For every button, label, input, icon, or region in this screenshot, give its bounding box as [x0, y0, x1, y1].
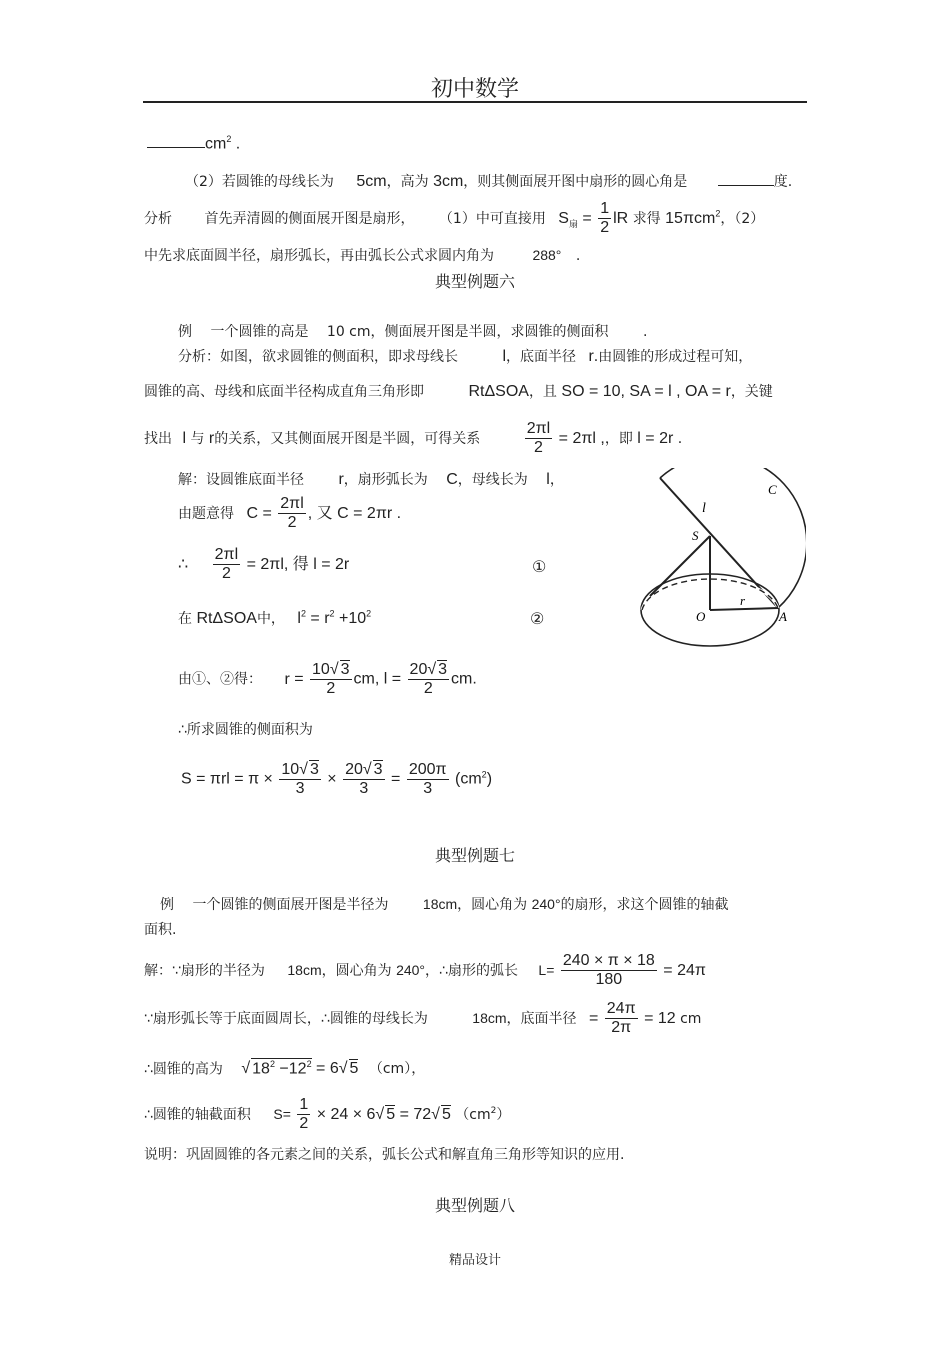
- analysis-mid: ，底面半径: [506, 349, 577, 365]
- label-r: r: [740, 593, 746, 608]
- arc-result: = 24π: [663, 961, 706, 979]
- label-l: l: [702, 501, 706, 516]
- solve-text: ∵扇形弧长等于底面圆周长，∴圆锥的母线长为: [144, 1010, 428, 1027]
- q2-v1: 5cm: [356, 173, 387, 190]
- label-s: S: [692, 528, 699, 543]
- equation-marker-1: ①: [532, 559, 547, 576]
- intro-line-4: [144, 245, 580, 265]
- eq-sign: =: [391, 670, 402, 688]
- var-c: C: [446, 471, 458, 488]
- sector-area-formula: $S_扇$ = $\frac{1}{2}$ lR: [558, 200, 629, 237]
- radius-value: 18cm: [422, 896, 458, 912]
- radius-result: = 12: [644, 1009, 676, 1027]
- example-tail: ，侧面展开图是半圆，求圆锥的侧面积: [370, 324, 609, 340]
- cone-left-side: [650, 536, 710, 596]
- q2-tail: ，则其侧面展开图中扇形的圆心角是: [463, 174, 688, 190]
- var-r: r: [588, 348, 594, 365]
- q2-mid: ，高为: [386, 174, 429, 190]
- analysis-line-3: [144, 420, 682, 458]
- analysis-ask: 求得: [632, 211, 661, 228]
- analysis-result: 15πcm$^2$: [665, 208, 721, 228]
- example-text: 一个圆锥的侧面展开图是半径为: [192, 897, 389, 913]
- solve-line-2: [178, 495, 401, 533]
- solve-line-6: ∴所求圆锥的侧面积为: [178, 722, 313, 738]
- label-o: O: [696, 609, 706, 624]
- solve-mid: , 得: [283, 556, 309, 574]
- example-7-problem-2: 面积.: [144, 922, 177, 938]
- solve-mid-2: ，母线长为: [457, 472, 528, 488]
- analysis-label: 分析: [144, 211, 172, 228]
- analysis-text: 圆锥的高、母线和底面半径构成直角三角形即: [144, 384, 424, 400]
- solve-line-7: S = πrl = π × $\frac{10√ 3}{3}$ × $\frac{20√ 3}{3}$ = $\frac{200\pi}{3}$ $(cm^2)$: [181, 760, 493, 798]
- unit-1: cm, l: [353, 670, 388, 688]
- period: .: [677, 431, 683, 448]
- example-label: 例: [178, 324, 192, 340]
- var-r: r: [284, 670, 290, 688]
- angle-value: 288°: [532, 247, 562, 263]
- solve-line-5: 由①、②得： r = $\frac{10√ 3}{2}$ cm, l = $\frac{20√ 3}{2}$ cm.: [178, 661, 477, 698]
- eq-text: = π ×: [234, 770, 273, 788]
- analysis-tail: 的关系，又其侧面展开图是半圆，可得关系: [214, 431, 481, 448]
- eq-sign: =: [588, 1009, 599, 1027]
- var-l: l: [502, 348, 507, 365]
- page-footer: 精品设计: [448, 1253, 501, 1268]
- example-7-problem-1: [160, 894, 729, 914]
- analysis-line-2: [144, 381, 773, 401]
- paren: ): [486, 770, 493, 788]
- area-lhs: S=: [273, 1105, 291, 1122]
- analysis-tail-2: ，即: [604, 431, 633, 448]
- comma: ，: [549, 472, 564, 488]
- unit: (cm: [455, 770, 482, 788]
- header-rule: [143, 101, 807, 103]
- solve-text: ∴圆锥的高为: [144, 1061, 223, 1078]
- unit: cm: [680, 1010, 702, 1027]
- s7-line-4: ∴圆锥的轴截面积 S= $\frac{1}{2}$ × 24 × 6√ 5 = 72√ 5 $(cm^2)$: [144, 1096, 511, 1133]
- angle-value: 240°: [531, 896, 561, 912]
- period: .: [575, 248, 581, 264]
- therefore-sign: ∴: [178, 556, 189, 574]
- eq-sign: =: [391, 770, 401, 788]
- s7-line-3: [144, 1058, 425, 1078]
- analysis-part: （1）中可直接用: [438, 211, 546, 228]
- conj: 与: [190, 431, 205, 448]
- analysis-mid: ，且: [528, 384, 557, 400]
- eq-sign: =: [294, 670, 304, 688]
- analysis-tail: ，关键: [730, 384, 773, 400]
- cone-diagram: [636, 468, 806, 650]
- q2-end: 度.: [773, 174, 793, 190]
- relation-formula: $\frac{2\pi l}{2}$ = 2πl ,: [526, 420, 605, 457]
- unit-2: cm.: [451, 670, 477, 688]
- label-a: A: [779, 609, 787, 624]
- unit-text: cm: [205, 135, 227, 153]
- intro-line-3: [144, 200, 764, 238]
- triangle-name: RtΔSOA: [196, 610, 257, 627]
- section-title-7: 典型例题七: [434, 846, 515, 865]
- slant-value: 18cm: [472, 1009, 507, 1026]
- cone-radius: [710, 608, 778, 610]
- solve-mid: ，扇形弧长为: [343, 472, 428, 488]
- analysis-text-2: 中先求底面圆半径，扇形弧长，再由弧长公式求圆内角为: [144, 248, 494, 264]
- arc-symbol: L=: [538, 961, 555, 978]
- q2-label: （2）若圆锥的母线长为: [185, 174, 334, 190]
- s7-line-1: 解：∵扇形的半径为 18cm，圆心角为 240°，∴扇形的弧长 L= $\frac{240 \times \pi \times 18}{180}$ = 24π: [144, 952, 706, 989]
- equation-marker-2: ②: [530, 611, 545, 628]
- analysis-line-1: [178, 346, 752, 366]
- solve-text: 由①、②得：: [178, 670, 262, 687]
- solve-text: 在: [178, 610, 192, 626]
- analysis-tail: ，（2）: [720, 211, 765, 228]
- solve-line-3: ∴ $\frac{2\pi l}{2}$ = 2πl, 得 l = 2r: [178, 546, 350, 583]
- answer-blank-2: [718, 185, 774, 186]
- solve-mid: ，圆心角为: [321, 962, 392, 979]
- example-label: 例: [160, 897, 174, 913]
- page-title: 初中数学: [430, 77, 519, 102]
- unit: （cm），: [368, 1061, 426, 1078]
- s7-note: 说明：巩固圆锥的各元素之间的关系，弧长公式和解直角三角形等知识的应用.: [144, 1147, 625, 1163]
- period: .: [642, 324, 648, 340]
- paren: ）: [496, 1106, 511, 1123]
- solve-mid: , 又: [307, 505, 333, 523]
- arc-formula: C = $\frac{2\pi l}{2}$: [246, 495, 304, 532]
- area-lhs: S = πrl: [181, 770, 230, 788]
- section-title-6: 典型例题六: [434, 272, 515, 291]
- angle-value: 240°: [396, 961, 426, 978]
- arc-result: C = 2πr .: [337, 505, 402, 523]
- solve-text: 解：∵扇形的半径为: [144, 962, 265, 979]
- solve-text: 由题意得: [178, 506, 234, 523]
- var-r: r: [338, 471, 344, 488]
- example-6-problem: [178, 321, 647, 341]
- sector-arc: [660, 468, 806, 608]
- analysis-text: 首先弄清圆的侧面展开图是扇形，: [204, 211, 415, 228]
- intro-line-1: $cm^2$ .: [147, 134, 240, 153]
- s7-line-2: ∵扇形弧长等于底面圆周长，∴圆锥的母线长为 18cm，底面半径 = $\frac{24\pi}{2\pi}$ = 12 cm: [144, 1000, 702, 1037]
- var-l: l: [546, 471, 550, 488]
- side-equations: SO = 10, SA = l , OA = r: [561, 383, 731, 400]
- solve-mid: 中，: [256, 610, 285, 626]
- pythagoras-eq: $l^2 = r^2 +10^2$: [297, 608, 372, 627]
- triangle-name: RtΔSOA: [468, 383, 529, 400]
- analysis-text: 分析：如图，欲求圆锥的侧面积，即求母线长: [178, 349, 458, 365]
- solve-text: 解：设圆锥底面半径: [178, 472, 304, 488]
- times-sign: ×: [327, 770, 337, 788]
- solve-mid: ，底面半径: [506, 1010, 577, 1027]
- analysis-tail: .由圆锥的形成过程可知，: [593, 349, 753, 365]
- intro-line-2: [185, 171, 792, 191]
- answer-blank: [147, 147, 205, 148]
- height-formula: √ $18^2 -12^2 = 6√$ 5: [241, 1059, 359, 1078]
- analysis-text: 找出: [144, 431, 172, 448]
- area-formula: × 24 × 6√ 5 = 72√ 5: [316, 1105, 451, 1123]
- example-tail: 的扇形，求这个圆锥的轴截: [560, 897, 729, 913]
- solve-text: ∴圆锥的轴截面积: [144, 1106, 251, 1123]
- relation-result: l = 2r: [637, 430, 674, 448]
- result: l = 2r: [313, 556, 350, 574]
- example-text: 一个圆锥的高是: [210, 324, 309, 340]
- eq-text: = 2πl: [246, 556, 284, 574]
- section-title-8: 典型例题八: [434, 1196, 515, 1215]
- solve-line-1: [178, 469, 564, 489]
- q2-v2: 3cm: [433, 173, 464, 190]
- solve-tail: ，∴扇形的弧长: [425, 962, 518, 979]
- var-l: l: [182, 430, 187, 448]
- solve-line-4: [178, 608, 371, 628]
- var-r: r: [208, 430, 215, 448]
- height-value: 10 cm: [326, 324, 371, 340]
- radius-value: 18cm: [287, 961, 322, 978]
- label-c: C: [768, 482, 777, 497]
- unit: （cm: [455, 1106, 491, 1123]
- example-mid: ，圆心角为: [457, 897, 528, 913]
